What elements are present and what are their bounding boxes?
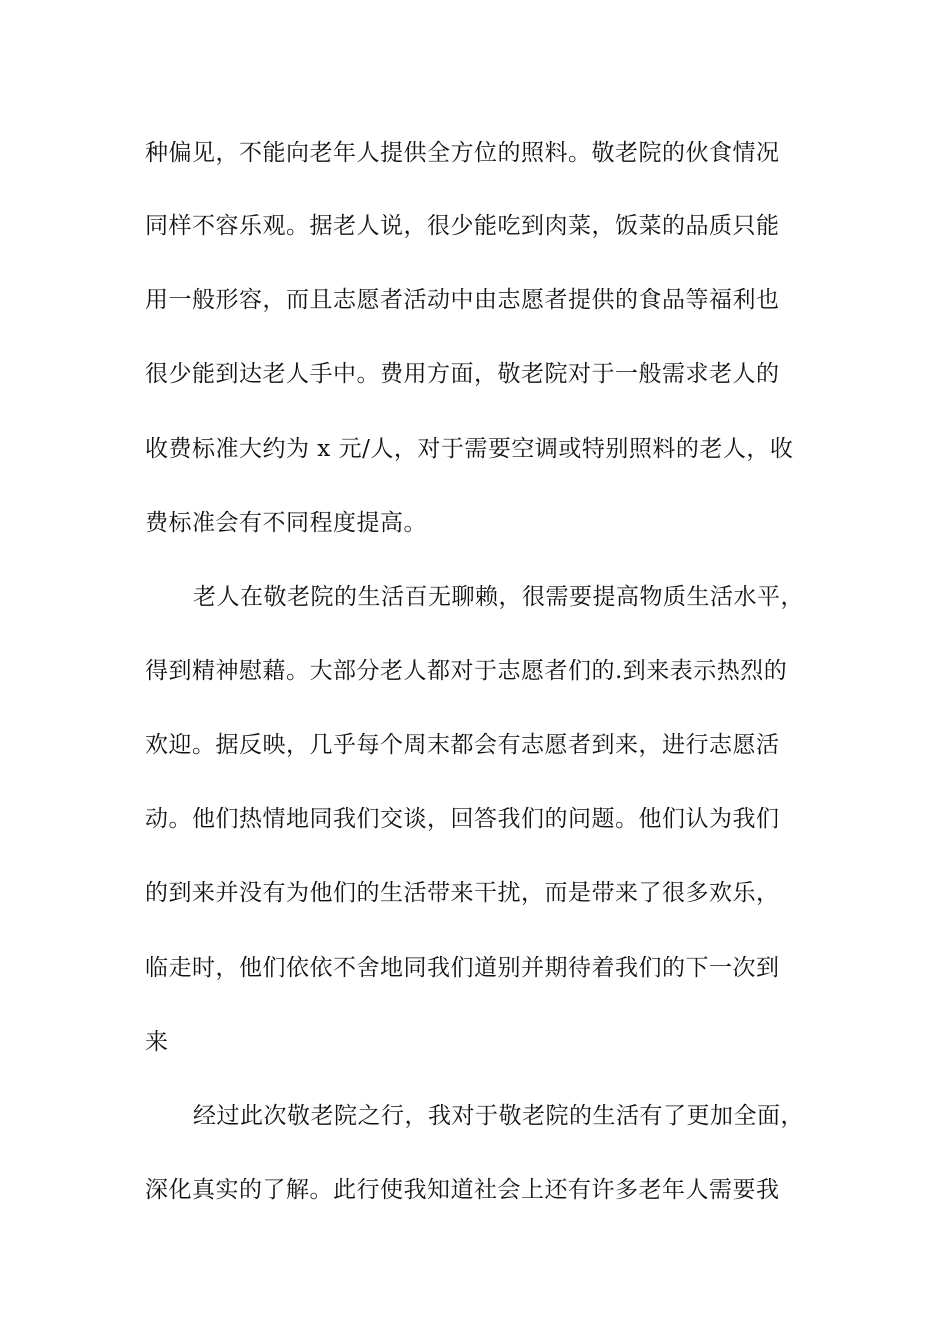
text-line: 用一般形容，而且志愿者活动中由志愿者提供的食品等福利也 (145, 287, 780, 313)
text-line: 的到来并没有为他们的生活带来干扰，而是带来了很多欢乐， (145, 880, 780, 906)
text-line: 同样不容乐观。据老人说，很少能吃到肉菜，饭菜的品质只能 (145, 213, 780, 239)
text-line: 很少能到达老人手中。费用方面，敬老院对于一般需求老人的 (145, 361, 780, 387)
text-line: 欢迎。据反映，几乎每个周末都会有志愿者到来，进行志愿活 (145, 732, 780, 758)
text-line: 深化真实的了解。此行使我知道社会上还有许多老年人需要我 (145, 1177, 780, 1203)
text-line: 经过此次敬老院之行，我对于敬老院的生活有了更加全面， (193, 1103, 804, 1129)
text-line: 临走时，他们依依不舍地同我们道别并期待着我们的下一次到 (145, 955, 780, 981)
text-line: 收费标准大约为 x 元/人，对于需要空调或特别照料的老人，收 (145, 436, 794, 462)
text-line: 老人在敬老院的生活百无聊赖，很需要提高物质生活水平， (193, 584, 804, 610)
text-line: 动。他们热情地同我们交谈，回答我们的问题。他们认为我们 (145, 806, 780, 832)
text-line: 种偏见，不能向老年人提供全方位的照料。敬老院的伙食情况 (145, 140, 780, 166)
text-line: 费标准会有不同程度提高。 (145, 510, 427, 536)
text-line: 得到精神慰藉。大部分老人都对于志愿者们的.到来表示热烈的 (145, 658, 788, 684)
text-line: 来 (145, 1029, 169, 1055)
